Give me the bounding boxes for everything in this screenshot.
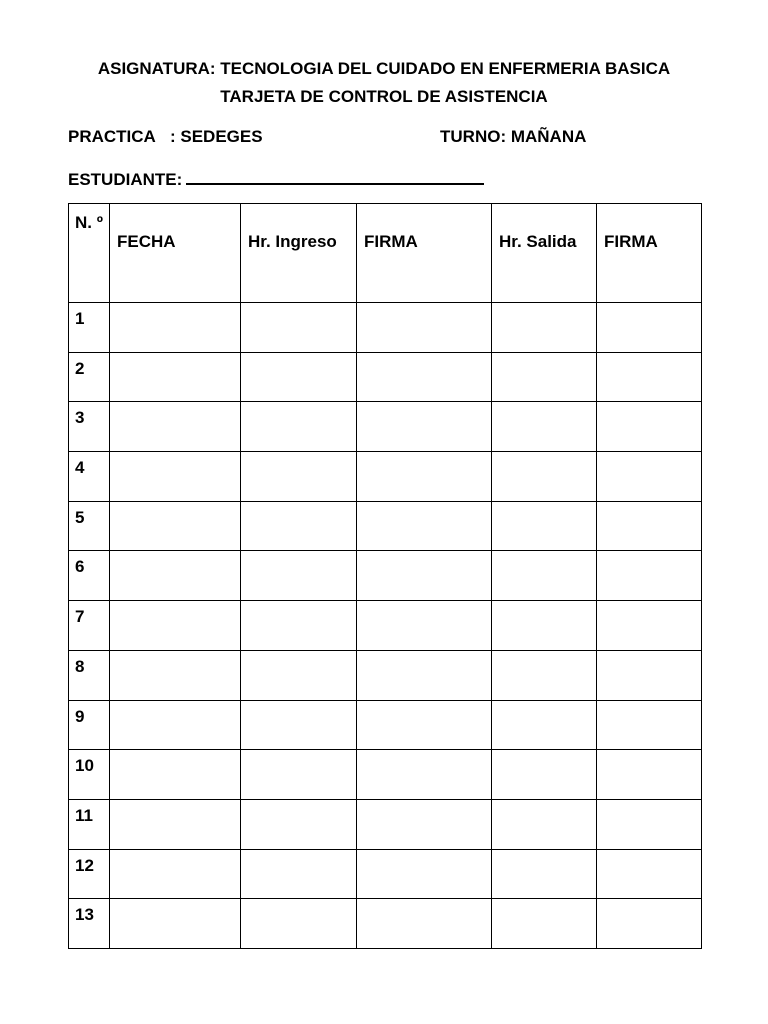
row-number-cell — [69, 799, 110, 849]
table-header-row — [69, 204, 702, 303]
row-number: 13 — [75, 905, 94, 925]
fecha-cell[interactable] — [110, 700, 241, 750]
row-number-cell — [69, 402, 110, 452]
hr-salida-cell[interactable] — [492, 601, 597, 651]
firma-salida-cell[interactable] — [597, 551, 702, 601]
column-header-firma-ingreso: FIRMA — [357, 204, 492, 303]
firma-salida-cell[interactable] — [597, 402, 702, 452]
hr-ingreso-cell[interactable] — [241, 551, 357, 601]
fecha-cell[interactable] — [110, 501, 241, 551]
fecha-cell[interactable] — [110, 799, 241, 849]
row-number-cell — [69, 452, 110, 502]
row-number: 8 — [75, 656, 85, 676]
firma-salida-cell[interactable] — [597, 750, 702, 800]
row-number-cell — [69, 352, 110, 402]
fecha-cell[interactable] — [110, 899, 241, 949]
fecha-cell[interactable] — [110, 650, 241, 700]
firma-ingreso-cell[interactable] — [357, 452, 492, 502]
hr-salida-cell[interactable] — [492, 750, 597, 800]
table-row — [69, 303, 702, 353]
hr-salida-cell[interactable] — [492, 849, 597, 899]
practica-value: : SEDEGES — [170, 127, 263, 146]
hr-salida-cell[interactable] — [492, 352, 597, 402]
hr-salida-cell[interactable] — [492, 700, 597, 750]
fecha-cell[interactable] — [110, 452, 241, 502]
firma-salida-cell[interactable] — [597, 849, 702, 899]
hr-ingreso-cell[interactable] — [241, 700, 357, 750]
table-row — [69, 501, 702, 551]
hr-ingreso-cell[interactable] — [241, 849, 357, 899]
table-row — [69, 452, 702, 502]
firma-salida-cell[interactable] — [597, 352, 702, 402]
hr-salida-cell[interactable] — [492, 402, 597, 452]
column-header-hr-ingreso: Hr. Ingreso — [241, 204, 357, 303]
firma-ingreso-cell[interactable] — [357, 551, 492, 601]
row-number: 11 — [75, 805, 93, 825]
row-number: 1 — [75, 309, 85, 328]
hr-ingreso-cell[interactable] — [241, 799, 357, 849]
firma-ingreso-cell[interactable] — [357, 899, 492, 949]
table-row — [69, 402, 702, 452]
firma-ingreso-cell[interactable] — [357, 501, 492, 551]
firma-salida-cell[interactable] — [597, 700, 702, 750]
hr-salida-cell[interactable] — [492, 303, 597, 353]
firma-salida-cell[interactable] — [597, 501, 702, 551]
attendance-table — [68, 203, 702, 949]
estudiante-line — [68, 166, 484, 190]
fecha-cell[interactable] — [110, 601, 241, 651]
row-number-cell — [69, 899, 110, 949]
table-row — [69, 650, 702, 700]
firma-ingreso-cell[interactable] — [357, 700, 492, 750]
row-number: 3 — [75, 408, 85, 428]
table-row — [69, 352, 702, 402]
fecha-cell[interactable] — [110, 303, 241, 353]
table-row — [69, 700, 702, 750]
row-number-cell — [69, 551, 110, 601]
row-number-cell — [69, 849, 110, 899]
hr-ingreso-cell[interactable] — [241, 601, 357, 651]
firma-salida-cell[interactable] — [597, 452, 702, 502]
card-title: TARJETA DE CONTROL DE ASISTENCIA — [220, 87, 548, 106]
firma-ingreso-cell[interactable] — [357, 650, 492, 700]
hr-ingreso-cell[interactable] — [241, 452, 357, 502]
row-number: 12 — [75, 855, 94, 875]
fecha-cell[interactable] — [110, 551, 241, 601]
hr-ingreso-cell[interactable] — [241, 352, 357, 402]
hr-ingreso-cell[interactable] — [241, 750, 357, 800]
hr-ingreso-cell[interactable] — [241, 501, 357, 551]
hr-salida-cell[interactable] — [492, 650, 597, 700]
table-row — [69, 849, 702, 899]
table-row — [69, 799, 702, 849]
column-header-fecha: FECHA — [110, 204, 241, 303]
estudiante-label: ESTUDIANTE: — [68, 170, 183, 189]
practica-label: PRACTICA — [68, 127, 156, 146]
subject-title: ASIGNATURA: TECNOLOGIA DEL CUIDADO EN ENFERMERIA BASICA — [97, 59, 671, 78]
firma-salida-cell[interactable] — [597, 799, 702, 849]
row-number-cell — [69, 700, 110, 750]
row-number-cell — [69, 650, 110, 700]
row-number: 6 — [75, 557, 85, 577]
row-number: 2 — [75, 358, 85, 378]
table-row — [69, 750, 702, 800]
firma-salida-cell[interactable] — [597, 303, 702, 353]
hr-salida-cell[interactable] — [492, 452, 597, 502]
row-number-cell — [69, 750, 110, 800]
table-row — [69, 551, 702, 601]
turno-label: TURNO: MAÑANA — [440, 127, 587, 146]
firma-ingreso-cell[interactable] — [357, 303, 492, 353]
hr-ingreso-cell[interactable] — [241, 402, 357, 452]
estudiante-blank-field[interactable] — [186, 166, 484, 185]
column-header-hr-salida: Hr. Salida — [492, 204, 597, 303]
hr-salida-cell[interactable] — [492, 899, 597, 949]
row-number: 5 — [75, 507, 85, 527]
fecha-cell[interactable] — [110, 402, 241, 452]
firma-salida-cell[interactable] — [597, 601, 702, 651]
firma-salida-cell[interactable] — [597, 650, 702, 700]
row-number-cell — [69, 601, 110, 651]
table-row — [69, 601, 702, 651]
row-number: 7 — [75, 607, 85, 627]
hr-ingreso-cell[interactable] — [241, 303, 357, 353]
firma-ingreso-cell[interactable] — [357, 601, 492, 651]
row-number-cell — [69, 501, 110, 551]
row-number: 9 — [75, 706, 85, 726]
hr-salida-cell[interactable] — [492, 799, 597, 849]
firma-salida-cell[interactable] — [597, 899, 702, 949]
hr-ingreso-cell[interactable] — [241, 650, 357, 700]
fecha-cell[interactable] — [110, 849, 241, 899]
fecha-cell[interactable] — [110, 750, 241, 800]
hr-ingreso-cell[interactable] — [241, 899, 357, 949]
firma-ingreso-cell[interactable] — [357, 352, 492, 402]
column-header-firma-salida: FIRMA — [597, 204, 702, 303]
firma-ingreso-cell[interactable] — [357, 750, 492, 800]
row-number: 10 — [75, 756, 94, 776]
fecha-cell[interactable] — [110, 352, 241, 402]
firma-ingreso-cell[interactable] — [357, 799, 492, 849]
table-row — [69, 899, 702, 949]
hr-salida-cell[interactable] — [492, 501, 597, 551]
column-header-number: N. º — [69, 204, 110, 303]
row-number: 4 — [75, 458, 85, 478]
firma-ingreso-cell[interactable] — [357, 402, 492, 452]
row-number-cell — [69, 303, 110, 353]
firma-ingreso-cell[interactable] — [357, 849, 492, 899]
hr-salida-cell[interactable] — [492, 551, 597, 601]
